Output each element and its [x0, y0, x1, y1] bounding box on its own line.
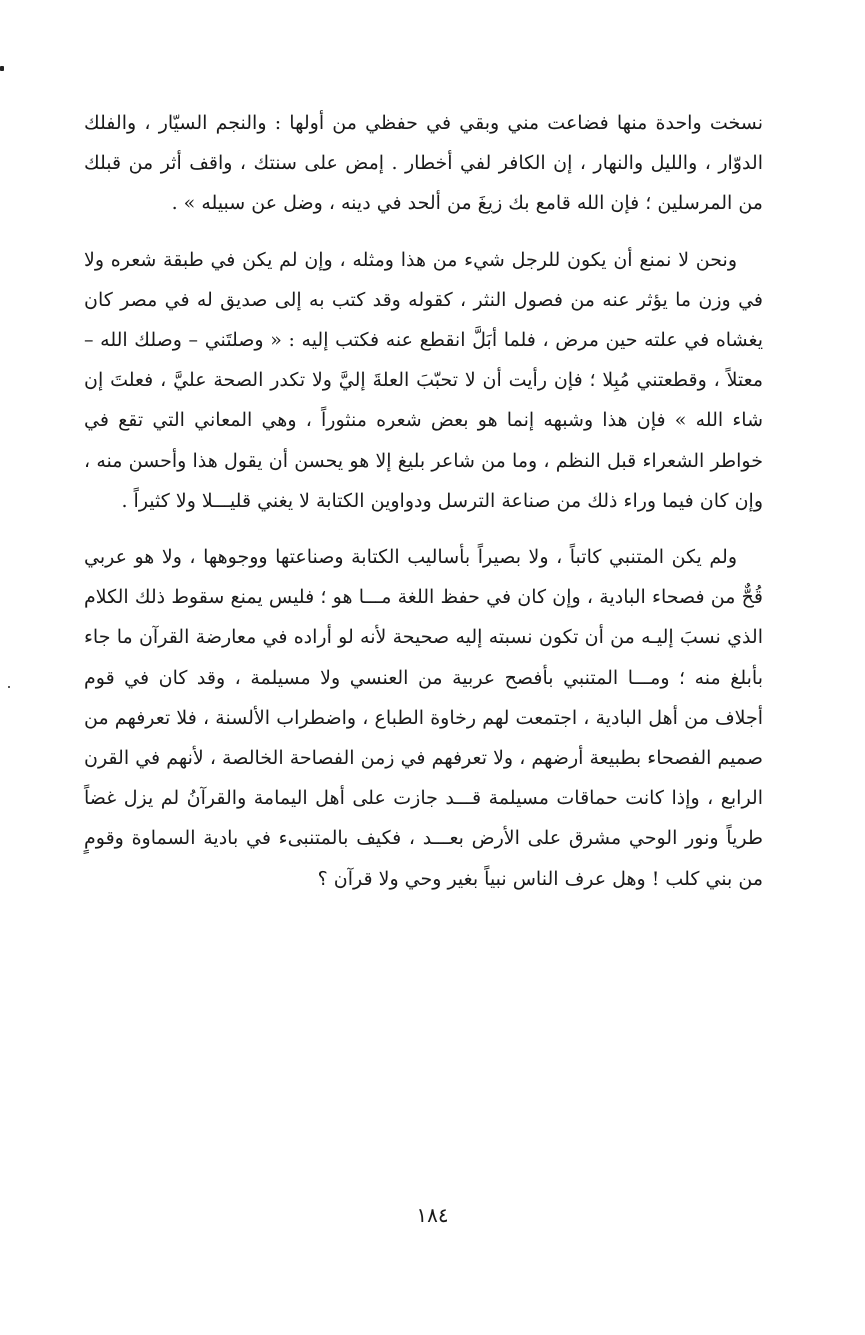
body-text: [84, 103, 763, 899]
scan-speck: [8, 686, 10, 688]
paragraph-3: ولم يكن المتنبي كاتباً ، ولا بصيراً بأساليب الكتابة وصناعتها ووجوهها ، ولا هو عربي قُحٌّ من فصحاء البادية ، وإن كان في حفظ اللغة مـــا هو ؛ فليس يمنع سقوط ذلك الكلام الذي نسبَ إليـه من أن تكون نسبته إليه صحيحة لأنه لو أراده في معارضة القرآن ما جاء بأبلغ منه ؛ ومـــا المتنبي بأفصح عربية من العنسي ولا مسيلمة ، وقد كان في قوم أجلاف من أهل البادية ، اجتمعت لهم رخاوة الطباع ، واضطراب الألسنة ، فلا تعرفهم من صميم الفصحاء بطبيعة أرضهم ، ولا تعرفهم في زمن الفصاحة الخالصة ، لأنهم في القرن الرابع ، وإذا كانت حماقات مسيلمة قـــد جازت على أهل اليمامة والقرآنُ لم يزل غضاً طرياً ونور الوحي مشرق على الأرض بعـــد ، فكيف بالمتنبىء في بادية السماوة وقومٍ من بني كلب ! وهل عرف الناس نبياً بغير وحي ولا قرآن ؟: [84, 546, 763, 890]
paragraph-2: ونحن لا نمنع أن يكون للرجل شيء من هذا ومثله ، وإن لم يكن في طبقة شعره ولا في وزن ما يؤثر عنه من فصول النثر ، كقوله وقد كتب به إلى صديق له في مصر كان يغشاه في علته حين مرض ، فلما أبَلَّ انقطع عنه فكتب إليه : « وصلتَني – وصلك الله – معتلاً ، وقطعتني مُبِلا ؛ فإن رأيت أن لا تحبّبَ العلةَ إليَّ ولا تكدر الصحة عليَّ ، فعلتَ إن شاء الله » فإن هذا وشبهه إنما هو بعض شعره منثوراً ، وهي المعاني التي تقع في خواطر الشعراء قبل النظم ، وما من شاعر بليغ إلا هو يحسن أن يقول هذا وأحسن منه ، وإن كان فيما وراء ذلك من صناعة الترسل ودواوين الكتابة لا يغني قليـــلا ولا كثيراً .: [84, 248, 763, 512]
page-number: ١٨٤: [416, 1203, 449, 1227]
scan-speck: [0, 66, 4, 71]
paragraph-1: نسخت واحدة منها فضاعت مني وبقي في حفظي من أولها : والنجم السيّار ، والفلك الدوّار ، والليل والنهار ، إن الكافر لفي أخطار . إمض على سنتك ، واقف أثر من قبلك من المرسلين ؛ فإن الله قامع بك زيغَ من ألحد في دينه ، وضل عن سبيله » .: [84, 112, 763, 215]
